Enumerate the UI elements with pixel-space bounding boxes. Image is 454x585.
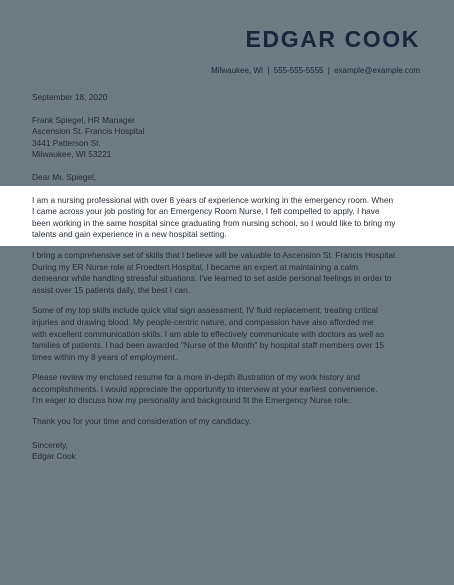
paragraph-line: Thank you for your time and consideration of my candidacy. — [32, 416, 251, 427]
letter-date: September 18, 2020 — [32, 92, 108, 102]
contact-location: Milwaukee, WI — [211, 66, 264, 75]
recipient-organization: Ascension St. Francis Hospital — [32, 126, 145, 137]
contact-separator: | — [267, 66, 270, 75]
paragraph-line: Some of my top skills include quick vital sign assessment, IV fluid replacement, treating critical — [32, 305, 378, 316]
paragraph-line: assist over 15 patients daily, the best I can. — [32, 284, 191, 295]
closing: Sincerely, — [32, 439, 68, 450]
contact-separator: | — [327, 66, 330, 75]
closing-block — [32, 440, 422, 463]
paragraph-line: injuries and drawing blood. My people-centric nature, and compassion have also afforded me — [32, 316, 374, 327]
letter-body — [32, 92, 422, 472]
recipient-street: 3441 Patterson St. — [32, 137, 101, 148]
recipient-city: Milwaukee, WI 53221 — [32, 149, 112, 160]
paragraph-intro — [32, 195, 422, 241]
paragraph-line: I'm eager to discuss how my personality and background fit the Emergency Nurse role. — [32, 395, 351, 406]
paragraph-line: accomplishments. I would appreciate the opportunity to interview at your earliest convenience. — [32, 383, 378, 394]
paragraph-line: I came across your job posting for an Emergency Room Nurse, I felt compelled to apply. I have — [32, 206, 380, 217]
signature-name: Edgar Cook — [32, 451, 76, 462]
paragraph-thank-you — [32, 416, 422, 428]
paragraph-line: demeanor while handling stressful situations. I've learned to set aside personal feelings in order to — [32, 273, 392, 284]
paragraph-line: families of patients. I had been awarded "Nurse of the Month" by hospital staff members over 15 — [32, 340, 385, 351]
paragraph-line: Please review my enclosed resume for a more in-depth illustration of my work history and — [32, 372, 360, 383]
paragraph-line: I am a nursing professional with over 8 years of experience working in the emergency room. When — [32, 194, 394, 205]
paragraph-line: During my ER Nurse role at Froedtert Hospital, I became an expert at maintaining a calm — [32, 261, 359, 272]
paragraph-line: with excellent communication skills. I am able to effectively communicate with doctors as well as — [32, 328, 385, 339]
paragraph-call-to-action — [32, 372, 422, 407]
contact-email: example@example.com — [334, 66, 420, 75]
recipient-name: Frank Spiegel, HR Manager — [32, 114, 135, 125]
paragraph-skills-summary — [32, 250, 422, 296]
paragraph-line: been working in the same hospital since graduating from nursing school, so I would like to bring my — [32, 217, 396, 228]
applicant-name: EDGAR COOK — [245, 26, 420, 52]
paragraph-line: I bring a comprehensive set of skills that I believe will be valuable to Ascension St. Francis Hospital. — [32, 249, 398, 260]
salutation: Dear Mr. Spiegel, — [32, 171, 97, 182]
paragraph-top-skills — [32, 305, 422, 363]
paragraph-line: times within my 8 years of employment. — [32, 351, 178, 362]
recipient-address — [32, 115, 422, 161]
paragraph-line: talents and gain experience in a new hospital setting. — [32, 229, 227, 240]
contact-line — [211, 66, 420, 75]
contact-phone: 555-555-5555 — [273, 66, 324, 75]
